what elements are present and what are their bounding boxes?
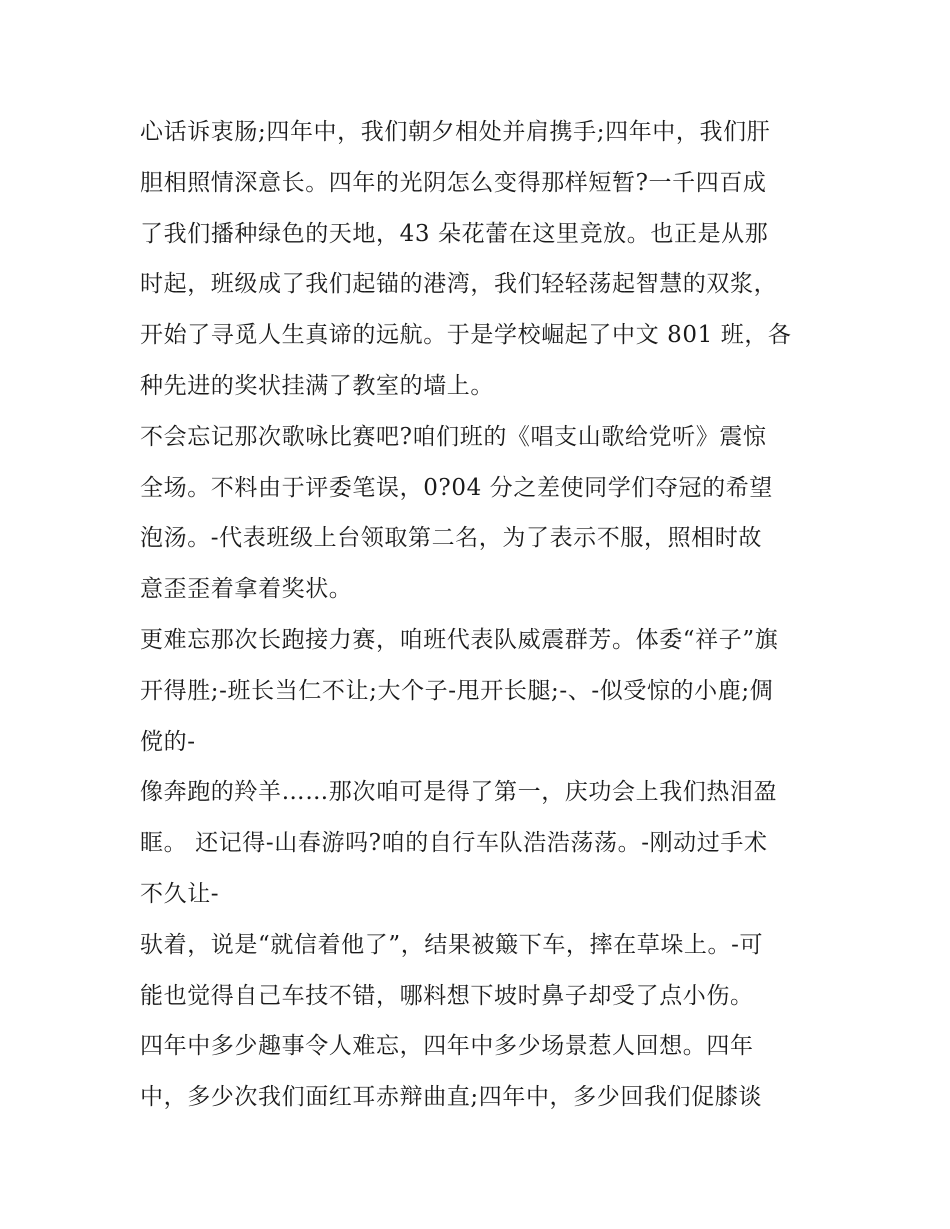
text-line: 心话诉衷肠;四年中，我们朝夕相处并肩携手;四年中，我们肝: [140, 119, 771, 145]
text-line: 傥的-: [140, 728, 196, 755]
text-line: 开得胜;-班长当仁不让;大个子-甩开长腿;-、-似受惊的小鹿;倜: [140, 677, 774, 704]
text-line: 种先进的奖状挂满了教室的墙上。: [140, 372, 494, 399]
text-line: 更难忘那次长跑接力赛，咱班代表队威震群芳。体委“祥子”旗: [140, 626, 779, 653]
text-line: 四年中多少趣事令人难忘，四年中多少场景惹人回想。四年: [140, 1033, 754, 1060]
text-line: 意歪歪着拿着奖状。: [140, 576, 353, 603]
text-line: 胆相照情深意长。四年的光阴怎么变得那样短暂?一千四百成: [140, 169, 767, 196]
text-line: 像奔跑的羚羊……那次咱可是得了第一，庆功会上我们热泪盈: [140, 779, 778, 806]
text-line: 了我们播种绿色的天地，43 朵花蕾在这里竞放。也正是从那: [140, 220, 769, 247]
text-line: 中，多少次我们面红耳赤辩曲直;四年中，多少回我们促膝谈: [140, 1084, 762, 1111]
text-line: 不会忘记那次歌咏比赛吧?咱们班的《唱支山歌给党听》震惊: [140, 423, 767, 450]
text-line: 能也觉得自己车技不错，哪料想下坡时鼻子却受了点小伤。: [140, 982, 754, 1009]
text-line: 全场。不料由于评委笔误，0?04 分之差使同学们夺冠的希望: [140, 474, 773, 501]
text-line: 驮着，说是“就信着他了”，结果被簸下车，摔在草垛上。-可: [140, 931, 764, 958]
text-line: 眶。 还记得-山春游吗?咱的自行车队浩浩荡荡。-刚动过手术: [140, 830, 768, 857]
text-line: 不久让-: [140, 880, 220, 907]
text-line: 泡汤。-代表班级上台领取第二名，为了表示不服，照相时故: [140, 525, 762, 552]
text-line: 开始了寻觅人生真谛的远航。于是学校崛起了中文 801 班，各: [140, 322, 792, 349]
text-line: 时起，班级成了我们起锚的港湾，我们轻轻荡起智慧的双浆，: [140, 271, 778, 298]
document-body: [140, 107, 840, 1123]
